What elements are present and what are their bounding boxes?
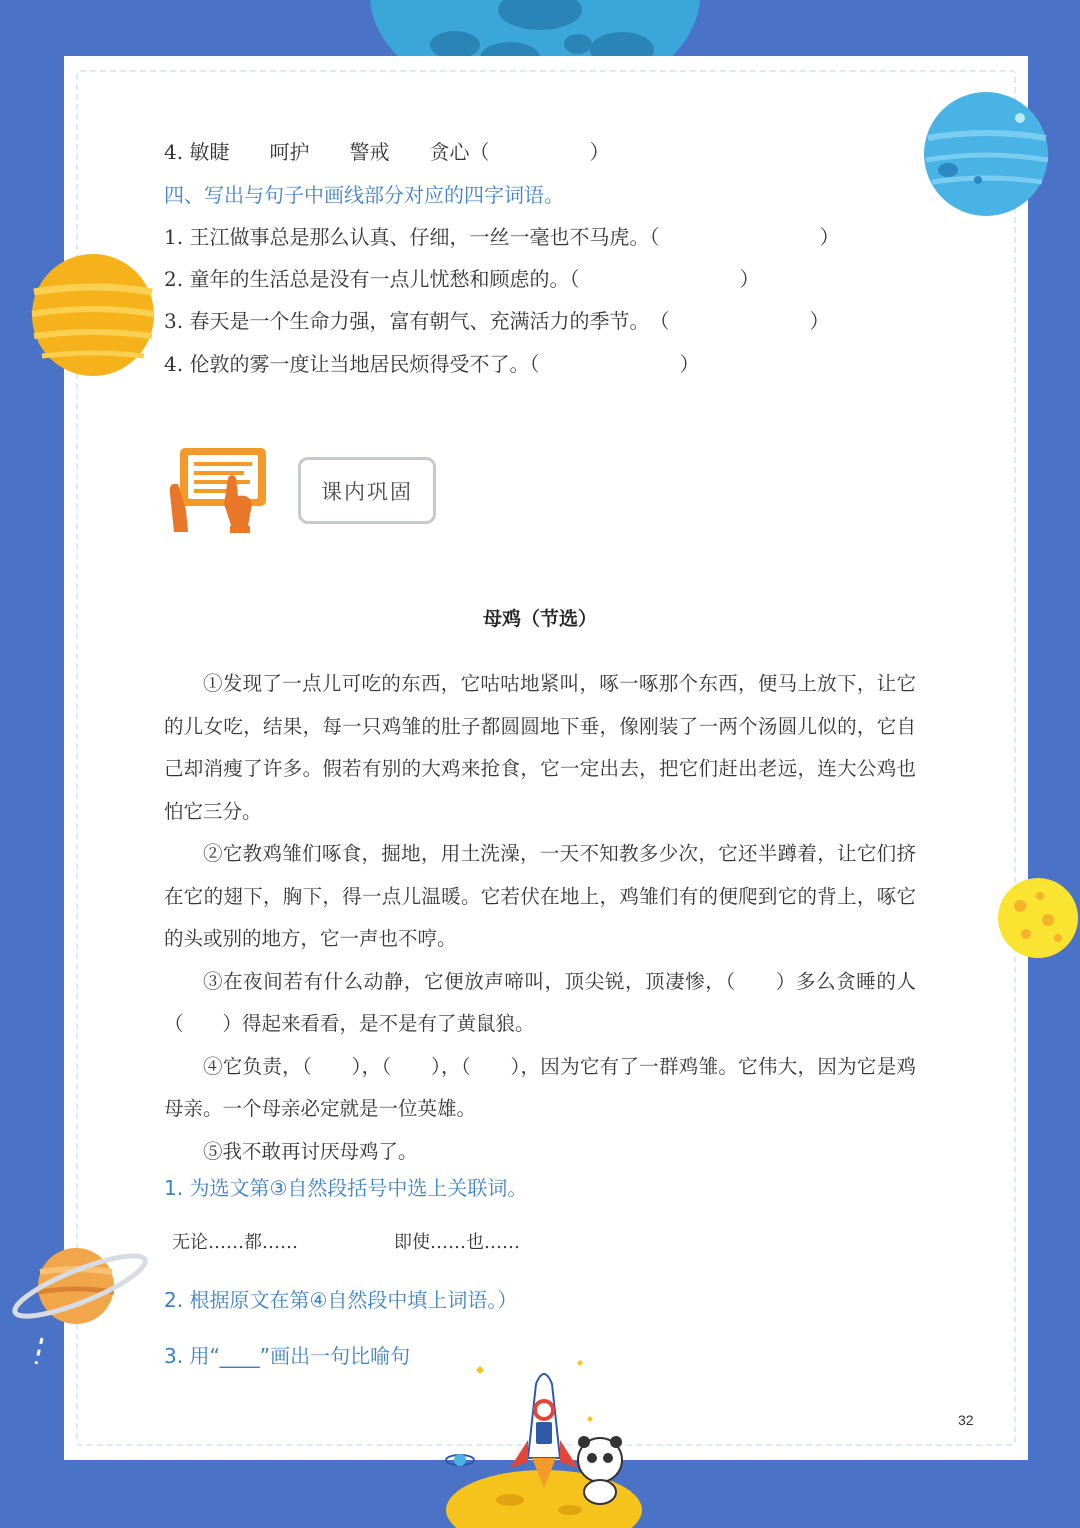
article-body bbox=[164, 663, 916, 1173]
article-paragraph: ④它负责，（ ），（ ），（ ），因为它有了一群鸡雏。它伟大，因为它是鸡母亲。一个母亲必定就是一位英雄。 bbox=[164, 1054, 916, 1120]
orange-planet-icon bbox=[30, 252, 156, 378]
section-4-heading: 四、写出与句子中画线部分对应的四字词语。 bbox=[164, 183, 564, 207]
sentence-2: 2. 童年的生活总是没有一点儿忧愁和顾虑的。（ ） bbox=[164, 267, 760, 291]
previous-item-4: 4. 敏睫 呵护 警戒 贪心（ ） bbox=[164, 140, 610, 164]
article-title: 母鸡（节选） bbox=[482, 608, 597, 630]
section-badge-in-class: 课内巩固 bbox=[298, 457, 436, 524]
sentence-4: 4. 伦敦的雾一度让当地居民烦得受不了。（ ） bbox=[164, 352, 700, 376]
sentence-1: 1. 王江做事总是那么认真、仔细，一丝一毫也不马虎。（ ） bbox=[164, 225, 840, 249]
question-3: 3. 用“____”画出一句比喻句 bbox=[164, 1344, 411, 1368]
rocket-illustration bbox=[440, 1360, 650, 1528]
option-a: 无论……都…… bbox=[172, 1232, 298, 1253]
page-number: 32 bbox=[958, 1412, 974, 1428]
question-2: 2. 根据原文在第④自然段中填上词语。） bbox=[164, 1288, 518, 1312]
article-paragraph: ①发现了一点儿可吃的东西，它咕咕地紧叫，啄一啄那个东西，便马上放下，让它的儿女吃，结果，每一只鸡雏的肚子都圆圆地下垂，像刚装了一两个汤圆儿似的，它自己却消瘦了许多。假若有别的大鸡来抢食，它一定出去，把它们赶出老远，连大公鸡也怕它三分。 bbox=[164, 672, 916, 823]
saturn-planet-icon bbox=[8, 1240, 158, 1370]
article-paragraph: ③在夜间若有什么动静，它便放声啼叫，顶尖锐，顶凄惨，（ ）多么贪睡的人（ ）得起来看看，是不是有了黄鼠狼。 bbox=[164, 969, 916, 1035]
option-b: 即使……也…… bbox=[394, 1232, 520, 1253]
blue-planet-icon bbox=[922, 90, 1052, 220]
article-paragraph: ⑤我不敢再讨厌母鸡了。 bbox=[203, 1139, 418, 1163]
article-paragraph: ②它教鸡雏们啄食，掘地，用土洗澡，一天不知教多少次，它还半蹲着，让它们挤在它的翅下，胸下，得一点儿温暖。它若伏在地上，鸡雏们有的便爬到它的背上，啄它的头或别的地方，它一声也不哼。 bbox=[164, 842, 916, 950]
tablet-hand-icon bbox=[166, 444, 272, 536]
question-1: 1. 为选文第③自然段括号中选上关联词。 bbox=[164, 1176, 528, 1200]
yellow-moon-icon bbox=[996, 876, 1080, 960]
sentence-3: 3. 春天是一个生命力强，富有朝气、充满活力的季节。 （ ） bbox=[164, 309, 830, 333]
